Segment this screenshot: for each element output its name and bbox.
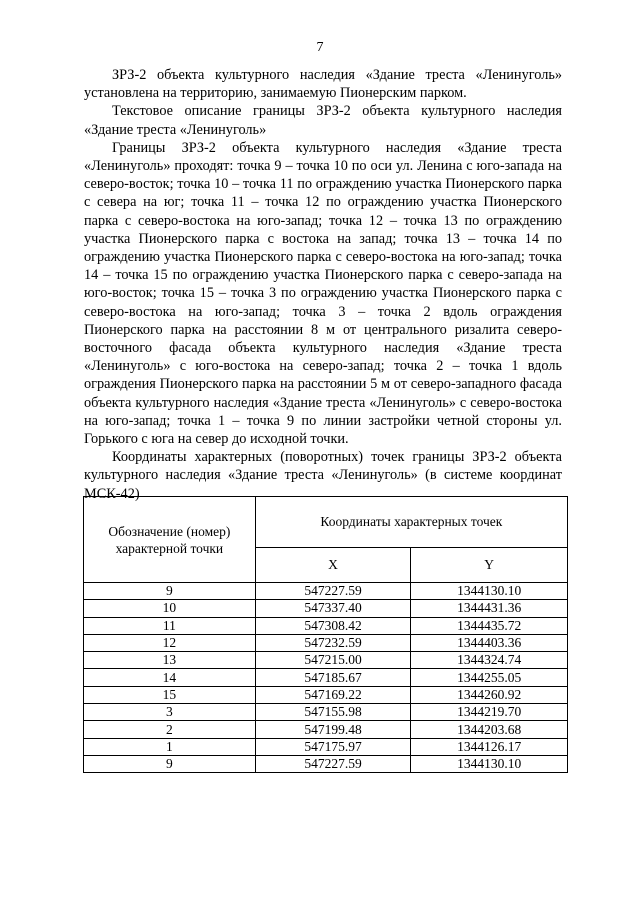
cell-point: 3 [84,704,256,721]
table-row [84,704,568,721]
cell-x: 547308.42 [255,617,411,634]
cell-point: 13 [84,652,256,669]
table-row [84,634,568,651]
cell-point: 10 [84,600,256,617]
cell-y: 1344130.10 [411,583,568,600]
header-x: X [255,548,411,583]
cell-x: 547227.59 [255,583,411,600]
paragraph-zone-location: ЗРЗ-2 объекта культурного наследия «Здание треста «Ленинуголь» установлена на территорию, занимаемую Пионерским парком. [84,67,562,102]
coordinates-table [83,496,568,773]
paragraph-boundary-description: Границы ЗРЗ-2 объекта культурного наследия «Здание треста «Ленинуголь» проходят: точка 9 – точка 10 по оси ул. Ленина с юго-запада на северо-восток; точка 10 – точка 11 по ограждению участка Пионерского парка с севера на юг; точка 11 – точка 12 по ограждению участка Пионерского парка с северо-востока на юго-запад; точка 12 – точка 13 по ограждению участка Пионерского парка с востока на запад; точка 13 – точка 14 по ограждению участка Пионерского парка с северо-востока на юго-запад; точка 14 – точка 15 по ограждению участка Пионерского парка с северо-запада на юго-восток; точка 15 – точка 3 по ограждению участка Пионерского парка с северо-востока на юго-запад; точка 3 – точка 2 вдоль ограждения Пионерского парка на расстоянии 8 м от центрального ризалита северо-восточного фасада объекта культурного наследия «Здание треста «Ленинуголь» с юго-востока на северо-запад; точка 2 – точка 1 вдоль ограждения Пионерского парка на расстоянии 5 м от северо-западного фасада объекта культурного наследия «Здание треста «Ленинуголь» с северо-востока на юго-запад; точка 1 – точка 9 по линии застройки четной стороны ул. Горького с юга на север до исходной точки. [84,139,562,448]
cell-x: 547185.67 [255,669,411,686]
header-coordinates: Координаты характерных точек [255,497,567,548]
document-body [84,66,562,503]
table-row [84,738,568,755]
cell-point: 9 [84,583,256,600]
cell-point: 2 [84,721,256,738]
table-row [84,721,568,738]
cell-point: 15 [84,686,256,703]
cell-y: 1344219.70 [411,704,568,721]
cell-point: 1 [84,738,256,755]
page-number: 7 [316,40,324,55]
cell-point: 11 [84,617,256,634]
cell-x: 547155.98 [255,704,411,721]
cell-y: 1344260.92 [411,686,568,703]
cell-point: 12 [84,634,256,651]
cell-x: 547232.59 [255,634,411,651]
cell-x: 547337.40 [255,600,411,617]
table-row [84,652,568,669]
cell-y: 1344403.36 [411,634,568,651]
table-row [84,686,568,703]
table-row [84,617,568,634]
table-row [84,600,568,617]
cell-y: 1344435.72 [411,617,568,634]
cell-x: 547175.97 [255,738,411,755]
cell-point: 9 [84,755,256,772]
cell-y: 1344431.36 [411,600,568,617]
header-point-designation: Обозначение (номер) характерной точки [84,497,256,583]
table-row [84,669,568,686]
table-row [84,755,568,772]
cell-x: 547227.59 [255,755,411,772]
paragraph-coordinates-intro: Координаты характерных (поворотных) точек границы ЗРЗ-2 объекта культурного наследия «Здание треста «Ленинуголь» (в системе координат МСК-42) [84,449,562,502]
paragraph-description-heading: Текстовое описание границы ЗРЗ-2 объекта культурного наследия «Здание треста «Ленинуголь» [84,103,562,138]
cell-y: 1344203.68 [411,721,568,738]
cell-x: 547199.48 [255,721,411,738]
cell-x: 547169.22 [255,686,411,703]
cell-y: 1344255.05 [411,669,568,686]
cell-x: 547215.00 [255,652,411,669]
table-row [84,583,568,600]
cell-y: 1344130.10 [411,755,568,772]
header-y: Y [411,548,568,583]
cell-y: 1344126.17 [411,738,568,755]
cell-point: 14 [84,669,256,686]
cell-y: 1344324.74 [411,652,568,669]
coordinates-table-body [84,583,568,773]
